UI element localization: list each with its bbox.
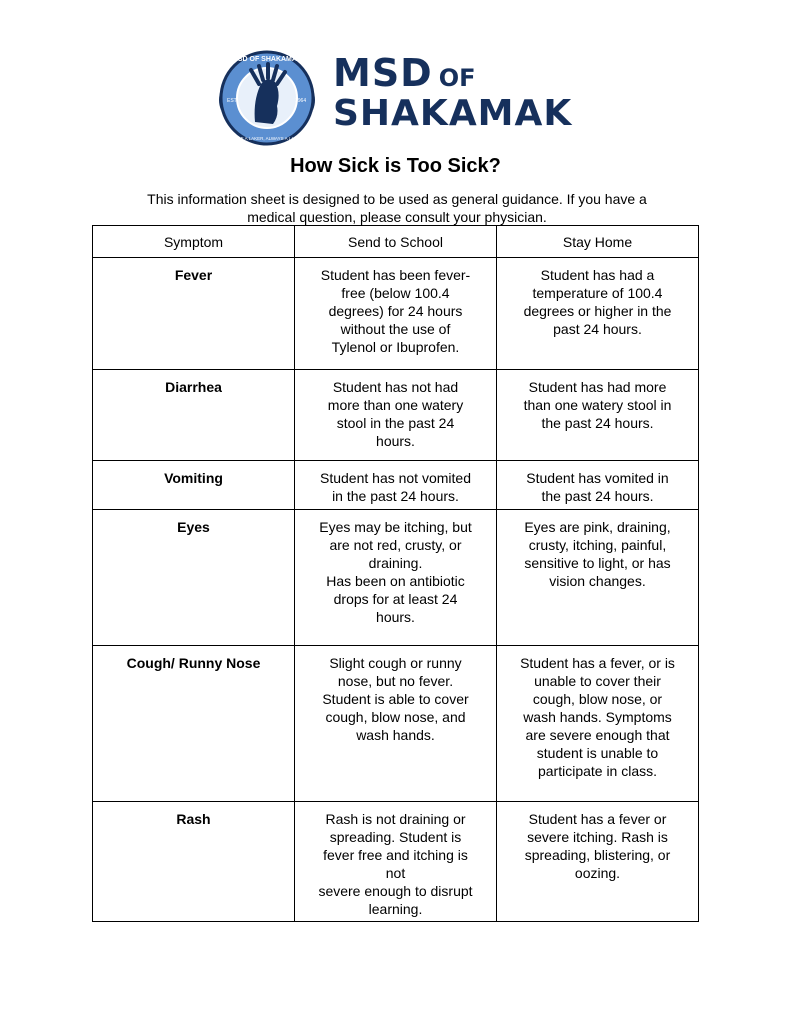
wordmark-of: OF <box>438 64 476 92</box>
cell-text: Student has had a temperature of 100.4 degrees or higher in the past 24 hours. <box>523 267 672 337</box>
send-to-school-cell <box>295 461 497 510</box>
cell-text: Eyes are pink, draining, crusty, itching, painful, sensitive to light, or has vision changes. <box>524 519 671 589</box>
wordmark-msd: MSD <box>333 51 433 95</box>
table-row <box>93 461 699 510</box>
seal-top-text: MSD OF SHAKAMAK <box>232 56 302 63</box>
symptom-cell: Vomiting <box>93 461 295 510</box>
cell-text: Student has a fever, or is unable to cover their cough, blow nose, or wash hands. Symptoms are severe enough that student is unable to participate in class. <box>520 655 675 779</box>
district-seal-icon <box>215 48 319 148</box>
header-symptom: Symptom <box>93 226 295 258</box>
page-title: How Sick is Too Sick? <box>290 155 501 177</box>
symptom-cell: Cough/ Runny Nose <box>93 646 295 802</box>
cell-text: Slight cough or runny nose, but no fever. Student is able to cover cough, blow nose, and wash hands. <box>322 655 469 743</box>
table-row <box>93 646 699 802</box>
cell-text: Eyes may be itching, but are not red, crusty, or draining. <box>319 519 472 571</box>
cell-text: Rash is not draining or spreading. Student is fever free and itching is not <box>323 811 468 881</box>
header-send-to-school: Send to School <box>295 226 497 258</box>
district-logo <box>215 48 575 148</box>
seal-year-left: EST <box>227 98 237 104</box>
cell-text: Has been on antibiotic drops for at least 24 hours. <box>326 573 465 625</box>
cell-text: Student has not vomited in the past 24 hours. <box>320 470 471 504</box>
send-to-school-cell <box>295 802 497 922</box>
symptom-cell: Rash <box>93 802 295 922</box>
symptom-cell: Fever <box>93 258 295 370</box>
send-to-school-cell <box>295 646 497 802</box>
send-to-school-cell <box>295 258 497 370</box>
stay-home-cell <box>497 461 699 510</box>
symptom-cell: Eyes <box>93 510 295 646</box>
intro-text: This information sheet is designed to be used as general guidance. If you have a medical question, please consult your physician. <box>147 191 647 225</box>
stay-home-cell <box>497 370 699 461</box>
send-to-school-cell <box>295 370 497 461</box>
stay-home-cell <box>497 510 699 646</box>
table-row <box>93 510 699 646</box>
cell-text: Student has a fever or severe itching. Rash is spreading, blistering, or oozing. <box>524 811 671 881</box>
seal-year-right: 1964 <box>295 98 307 104</box>
wordmark-shakamak: SHAKAMAK <box>333 93 573 134</box>
sickness-guidance-table <box>92 225 699 922</box>
table-row <box>93 802 699 922</box>
cell-text: Student has been fever-free (below 100.4 degrees) for 24 hours without the use of Tylenol or Ibuprofen. <box>320 267 471 355</box>
cell-text: severe enough to disrupt learning. <box>318 883 473 917</box>
district-wordmark <box>333 51 573 134</box>
table-row <box>93 258 699 370</box>
stay-home-cell <box>497 258 699 370</box>
table-header-row <box>93 226 699 258</box>
seal-bottom-text: "ONCE A LAKER, ALWAYS A LAKER" <box>229 136 305 141</box>
stay-home-cell <box>497 802 699 922</box>
cell-text: Student has had more than one watery stool in the past 24 hours. <box>523 379 672 431</box>
cell-text: Student has not had more than one watery stool in the past 24 hours. <box>327 379 464 449</box>
cell-text: Student has vomited in the past 24 hours. <box>526 470 669 504</box>
symptom-cell: Diarrhea <box>93 370 295 461</box>
header-stay-home: Stay Home <box>497 226 699 258</box>
table-row <box>93 370 699 461</box>
send-to-school-cell <box>295 510 497 646</box>
stay-home-cell <box>497 646 699 802</box>
